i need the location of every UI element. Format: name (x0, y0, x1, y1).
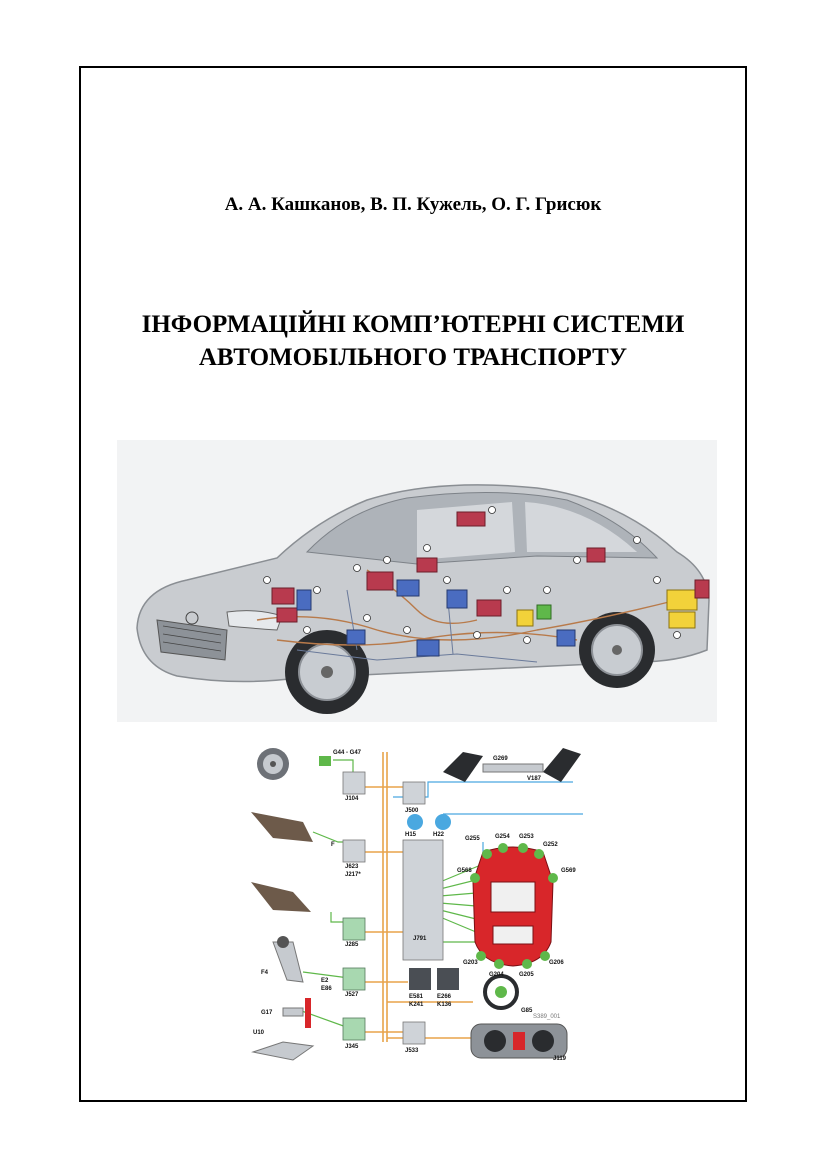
authors: А. А. Кашканов, В. П. Кужель, О. Г. Грисюк (224, 194, 602, 215)
label-g203: G203 (463, 960, 478, 966)
label-k241: K241 (409, 1002, 424, 1008)
label-code: S389_001 (533, 1014, 561, 1020)
label-f4: F4 (261, 970, 269, 976)
label-g205: G205 (519, 972, 534, 978)
page-frame (79, 66, 747, 1102)
label-h15: H15 (405, 832, 417, 838)
label-e581: E581 (409, 994, 424, 1000)
label-j533: J533 (405, 1048, 419, 1054)
label-g253: G253 (519, 834, 534, 840)
label-g252: G252 (543, 842, 558, 848)
label-k136: K136 (437, 1002, 452, 1008)
label-f: F (331, 842, 335, 848)
label-j791: J791 (413, 936, 427, 942)
book-title (81, 308, 745, 374)
label-g206: G206 (549, 960, 564, 966)
label-j285: J285 (345, 942, 359, 948)
label-g254: G254 (495, 834, 510, 840)
label-g44: G44 - G47 (333, 750, 362, 756)
label-g255: G255 (465, 836, 480, 842)
label-h22: H22 (433, 832, 445, 838)
label-g17: G17 (261, 1010, 273, 1016)
label-j119: J119 (553, 1056, 567, 1062)
label-v187: V187 (527, 776, 542, 782)
car-illustration (117, 440, 717, 722)
label-g269: G269 (493, 756, 508, 762)
label-g569: G569 (561, 868, 576, 874)
label-g204: G204 (489, 972, 504, 978)
label-e2: E2 (321, 978, 329, 984)
title-line-2: АВТОМОБІЛЬНОГО ТРАНСПОРТУ (198, 344, 628, 371)
label-j500: J500 (405, 808, 419, 814)
label-e86: E86 (321, 986, 332, 992)
label-j217: J217* (345, 872, 361, 878)
label-g568: G568 (457, 868, 472, 874)
label-e266: E266 (437, 994, 452, 1000)
label-j345: J345 (345, 1044, 359, 1050)
label-j104: J104 (345, 796, 359, 802)
wiring-scheme (243, 742, 583, 1062)
label-u10: U10 (253, 1030, 265, 1036)
label-g85: G85 (521, 1008, 533, 1014)
label-j623: J623 (345, 864, 359, 870)
title-line-1: ІНФОРМАЦІЙНІ КОМП’ЮТЕРНІ СИСТЕМИ (141, 311, 685, 338)
label-j527: J527 (345, 992, 359, 998)
